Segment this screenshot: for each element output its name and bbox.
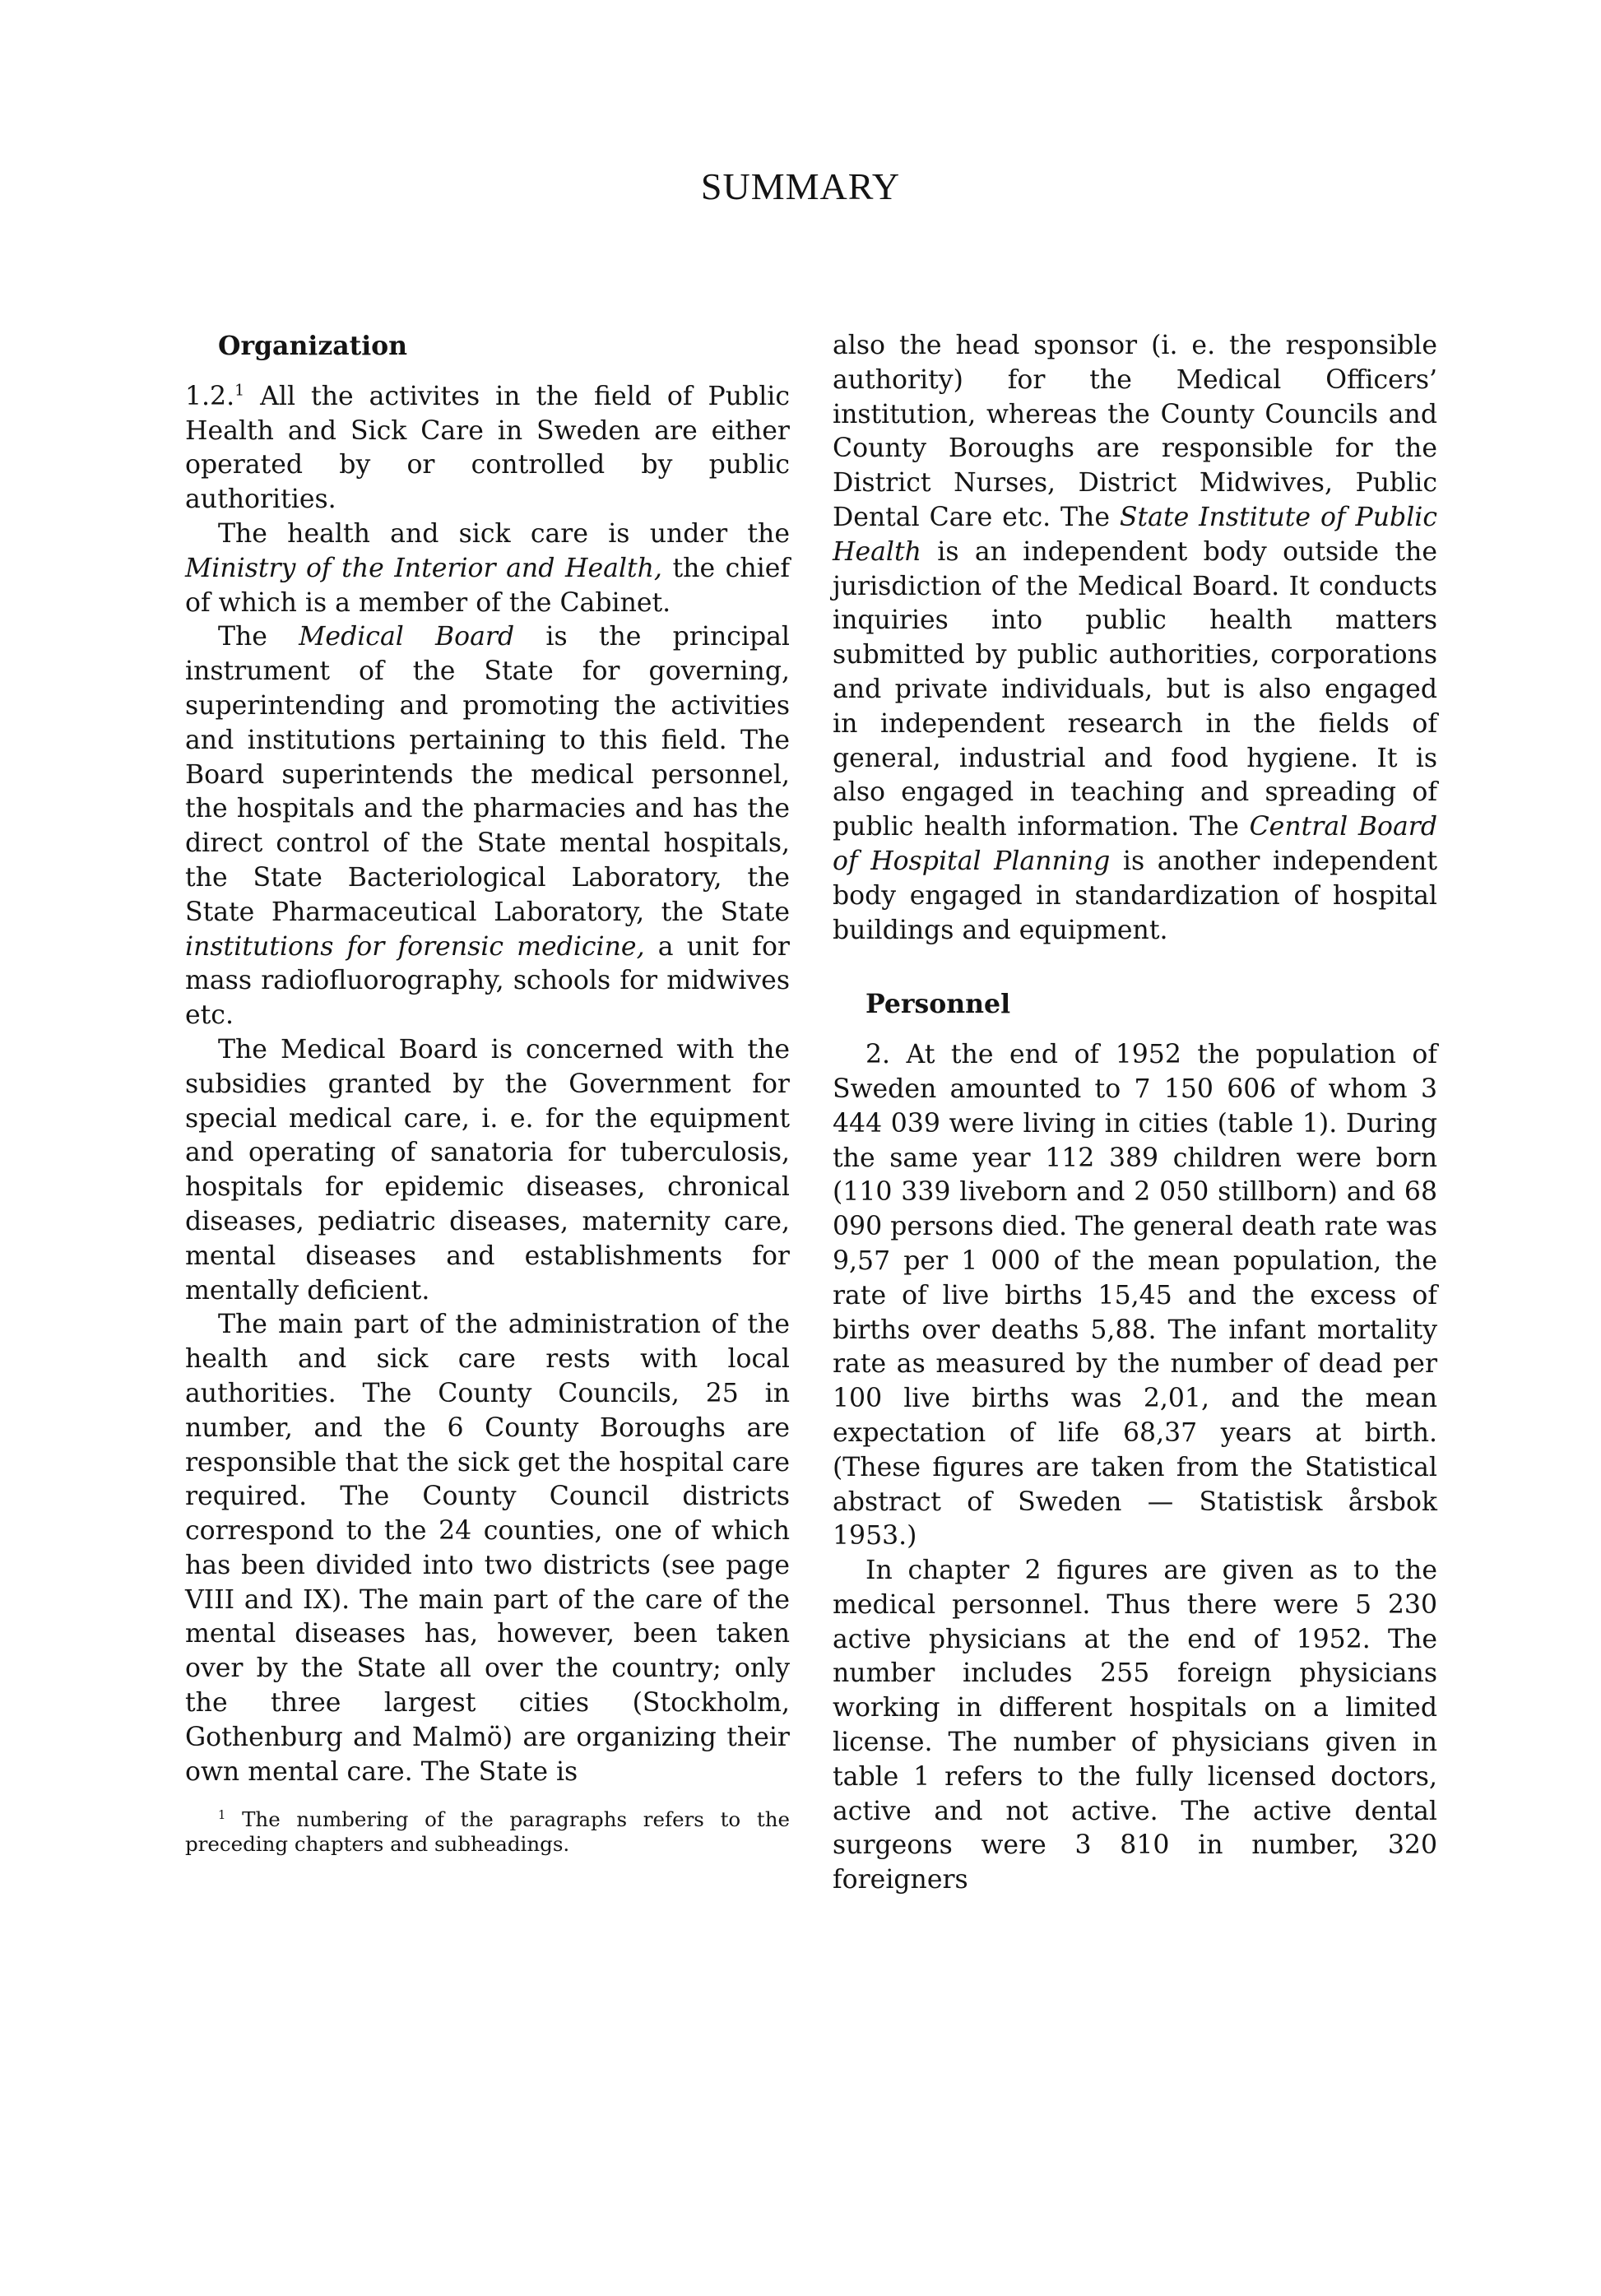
page-title: SUMMARY xyxy=(700,165,901,207)
paragraph-1-2 xyxy=(185,380,790,517)
paragraph-number: 1.2. xyxy=(185,381,235,411)
text-run: the chief of which is a member of the Cabinet. xyxy=(185,553,790,618)
personnel-heading: Personnel xyxy=(865,989,1011,1020)
footnote-mark: 1 xyxy=(218,1808,226,1823)
paragraph-text: All the activites in the field of Public Health and Sick Care in Sweden are either operated by or controlled by public authorities. xyxy=(185,381,790,515)
footnote-mark: 1 xyxy=(234,381,245,400)
left-column xyxy=(185,329,790,1857)
footnote-text: The numbering of the paragraphs refers to the preceding chapters and subheadings. xyxy=(185,1807,790,1857)
footnote xyxy=(185,1807,790,1857)
italic-run: Ministry of the Interior and Health, xyxy=(185,553,662,583)
italic-run: State Institute of Public Health xyxy=(833,502,1437,567)
text-run: The health and sick care is under the xyxy=(218,518,790,549)
text-run: is an independent body outside the jurisdiction of the Medical Board. It conducts inquiries into public health matters submitted by public authorities, corporations and private individuals, but is also engaged in independent research in the fields of general, industrial and food hygiene. It is also engaged in teaching and spreading of public health information. The xyxy=(833,536,1437,842)
paragraph-administration: The main part of the administration of the health and sick care rests with local authorities. The County Councils, 25 in number, and the 6 County Boroughs are responsible that the sick get the hospital care required. The County Council districts correspond to the 24 counties, one of which has been divided into two districts (see page VIII and IX). The main part of the care of the mental diseases has, however, been taken over by the State all over the country; only the three largest cities (Stockholm, Gothenburg and Malmö) are organizing their own mental care. The State is xyxy=(185,1310,790,1787)
text-run: is the principal instrument of the State for governing, superintending and promoting the activities and institutions pertaining to this field. The Board superintends the medical personnel, the hospitals and the pharmacies and has the direct control of the State mental hospitals, the State Bacteriological Laboratory, the State Pharmaceutical Laboratory, the State xyxy=(185,622,790,927)
paragraph-continuation xyxy=(833,329,1437,948)
italic-run: Central Board of Hospital Planning xyxy=(833,812,1437,876)
text-run: The xyxy=(218,622,299,652)
right-column xyxy=(833,329,1437,1898)
italic-run: Medical Board xyxy=(299,622,515,652)
text-run: is another independent body engaged in standardization of hospital buildings and equipment. xyxy=(833,846,1438,945)
paragraph-medical-board xyxy=(185,620,790,1033)
paragraph-subsidies: The Medical Board is concerned with the subsidies granted by the Government for special medical care, i. e. for the equipment and operating of sanatoria for tuberculosis, hospitals for epidemic diseases, chronical diseases, pediatric diseases, maternity care, mental diseases and establishments for mentally deficient. xyxy=(185,1034,790,1306)
paragraph-ministry xyxy=(185,517,790,620)
paragraph-medical-personnel: In chapter 2 figures are given as to the medical personnel. Thus there were 5 230 active physicians at the end of 1952. The number includes 255 foreign physicians working in different hospitals on a limited license. The number of physicians given in table 1 refers to the fully licensed doctors, active and not active. The active dental surgeons were 3 810 in number, 320 foreigners xyxy=(833,1556,1437,1895)
text-run: a unit for mass radiofluorography, schools for midwives etc. xyxy=(185,931,790,1031)
paragraph-population: 2. At the end of 1952 the population of Sweden amounted to 7 150 606 of whom 3 444 039 were living in cities (table 1). During the same year 112 389 children were born (110 339 liveborn and 2 050 stillborn) and 68 090 persons died. The general death rate was 9,57 per 1 000 of the mean population, the rate of live births 15,45 and the excess of births over deaths 5,88. The infant mortality rate as measured by the number of dead per 100 live births was 2,01, and the mean expectation of life 68,37 years at birth. (These figures are taken from the Statistical abstract of Sweden — Statistisk årsbok 1953.) xyxy=(833,1040,1437,1552)
italic-run: institutions for forensic medicine, xyxy=(185,931,645,962)
text-run: also the head sponsor (i. e. the responsible authority) for the Medical Officers’ institution, whereas the County Councils and County Boroughs are responsible for the District Nurses, District Midwives, Public Dental Care etc. The xyxy=(833,331,1437,532)
organization-heading: Organization xyxy=(218,331,408,361)
